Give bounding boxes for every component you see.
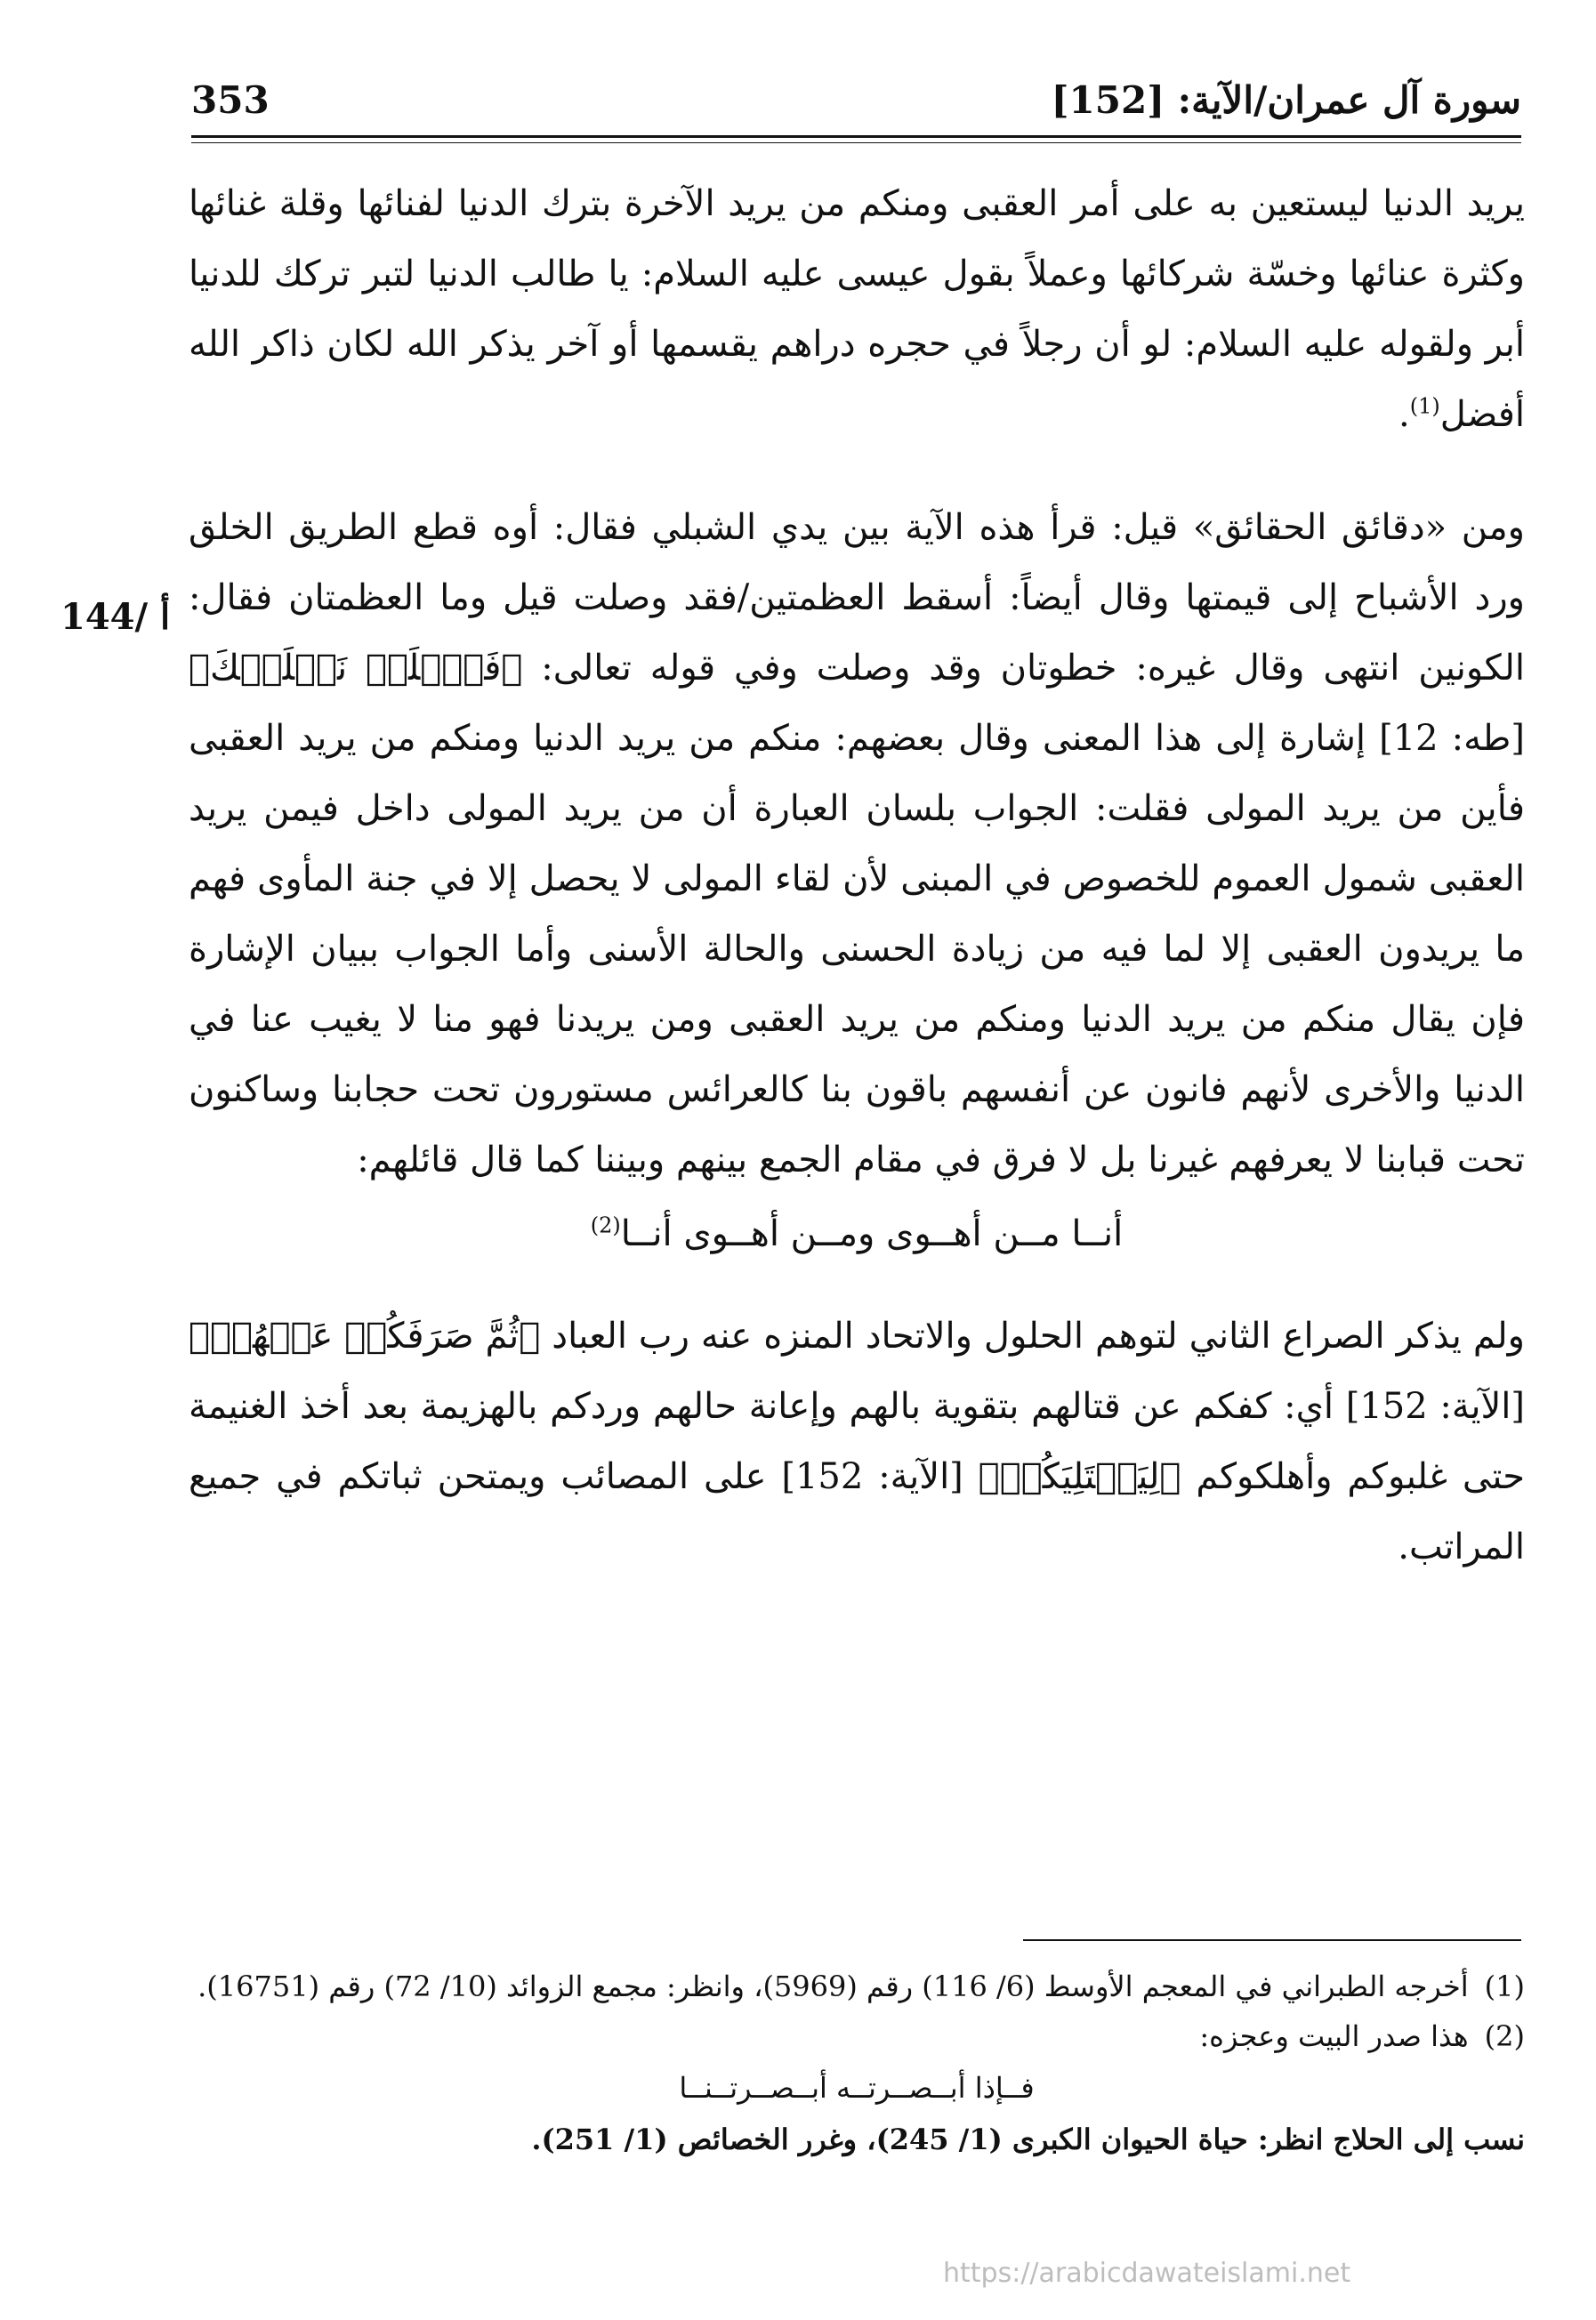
poem-verse [189,1199,1525,1269]
footnote-ref-1: (1) [1409,393,1440,419]
footnote-ref-2: (2) [590,1212,621,1238]
paragraph-gap [189,450,1525,493]
header-rule-thick [191,135,1521,138]
paragraph-2: ومن «دقائق الحقائق» قيل: قرأ هذه الآية بين يدي الشبلي فقال: أوه قطع الطريق الخلق ورد الأشباح إلى قيمتها وقال أيضاً: أسقط العظمتين/فقد وصلت قيل وما العظمتان فقال: الكونين انتهى وقال غيره: خطوتان وقد وصلت وفي قوله تعالى: ﴿فَٱخۡلَعۡ نَعۡلَيۡكَ﴾ [طه: 12] إشارة إلى هذا المعنى وقال بعضهم: منكم من يريد الدنيا ومنكم من يريد العقبى فأين من يريد المولى فقلت: الجواب بلسان العبارة أن من يريد المولى داخل فيمن يريد العقبى شمول العموم للخصوص في المبنى لأن لقاء المولى لا يحصل إلا في جنة المأوى فهم ما يريدون العقبى إلا لما فيه من زيادة الحسنى والحالة الأسنى وأما الجواب ببيان الإشارة فإن يقال منكم من يريد الدنيا ومنكم من يريد العقبى ومن يريدنا فهو منا لا يغيب عنا في الدنيا والأخرى لأنهم فانون عن أنفسهم باقون بنا كالعرائس مستورون تحت حجابنا وساكنون تحت قبابنا لا يعرفهم غيرنا بل لا فرق في مقام الجمع بينهم وبيننا كما قال قائلهم: [189,507,1525,1180]
footnote-separator [1023,1939,1521,1941]
footnotes [189,1962,1525,2164]
page-number: 353 [191,77,270,122]
poem-verse-text: أنــا مــن أهــوى ومــن أهــوى أنــا [620,1213,1124,1254]
footnote-1-text: أخرجه الطبراني في المعجم الأوسط (6/ 116) رقم (5969)، وانظر: مجمع الزوائد (10/ 72) رقم (16751). [197,1970,1469,2003]
paragraph-1-text: يريد الدنيا ليستعين به على أمر العقبى ومنكم من يريد الآخرة بترك الدنيا لفنائها وقلة غنائها وكثرة عنائها وخسّة شركائها وعملاً بقول عيسى عليه السلام: يا طالب الدنيا لتبر تركك للدنيا أبر ولقوله عليه السلام: لو أن رجلاً في حجره دراهم يقسمها أو آخر يذكر الله لكان ذاكر الله أفضل [189,183,1525,435]
footnote-2-text: هذا صدر البيت وعجزه: [1199,2019,1469,2053]
paragraph-3: ولم يذكر الصراع الثاني لتوهم الحلول والاتحاد المنزه عنه رب العباد ﴿ثُمَّ صَرَفَكُمۡ عَنۡهُمۡ﴾ [الآية: 152] أي: كفكم عن قتالهم بتقوية بالهم وإعانة حالهم وردكم بالهزيمة بعد أخذ الغنيمة حتى غلبوكم وأهلكوكم ﴿لِيَبۡتَلِيَكُمۡ﴾ [الآية: 152] على المصائب ويمتحن ثباتكم في جميع المراتب. [189,1316,1526,1567]
footnote-1-number: (1) [1484,1970,1525,2003]
header-rule-thin [191,142,1521,143]
main-text [189,169,1525,1583]
footnote-2-number: (2) [1484,2019,1525,2053]
paragraph-1: يريد الدنيا ليستعين به على أمر العقبى ومنكم من يريد الآخرة بترك الدنيا لفنائها وقلة غنائها وكثرة عنائها وخسّة شركائها وعملاً بقول عيسى عليه السلام: يا طالب الدنيا لتبر تركك للدنيا أبر ولقوله عليه السلام: لو أن رجلاً في حجره دراهم يقسمها أو آخر يذكر الله لكان ذاكر الله أفضل$^{(1)}$. [189,183,1525,435]
manuscript-folio-note: 144/ أ [60,596,171,638]
footnote-2 [189,2011,1525,2061]
paragraph-gap [189,1273,1525,1301]
footnote-2-verse: فــإذا أبــصــرتــه أبــصــرتــنــا [679,2071,1035,2105]
watermark-url: https://arabicdawateislami.net [943,2258,1351,2289]
running-title: سورة آل عمران/الآية: [152] [1051,77,1521,122]
footnote-1 [189,1962,1525,2011]
footnote-2-source: نسب إلى الحلاج انظر: حياة الحيوان الكبرى (1/ 245)، وغرر الخصائص (1/ 251). [531,2123,1525,2156]
running-header [191,73,1521,126]
